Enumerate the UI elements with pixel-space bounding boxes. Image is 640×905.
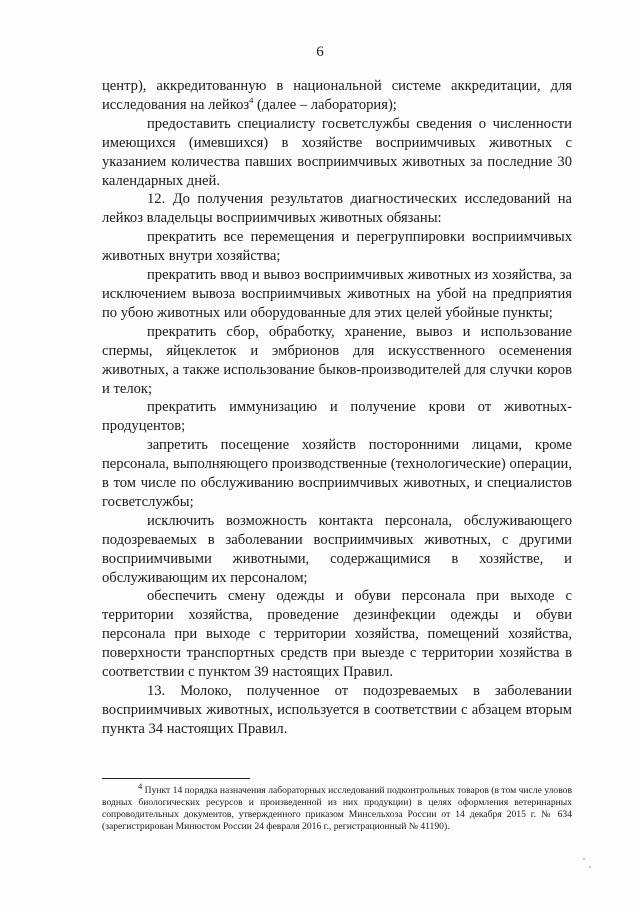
paragraph-10: обеспечить смену одежды и обуви персонала при выходе с территории хозяйства, проведение дезинфекции одежды и обуви персонала при выходе с территории хозяйства, помещений хозяйства, поверхности транспортных средств при выезде с территории хозяйства в соответствии с пунктом 39 настоящих Правил. — [102, 588, 572, 681]
paragraph-5: прекратить ввод и вывоз восприимчивых животных из хозяйства, за исключением вывоза восприимчивых животных на убой на предприятия по убою животных или оборудованные для этих целей убойные пункты; — [102, 267, 572, 321]
footnote-ref: 4 — [249, 95, 254, 106]
scan-speck — [583, 858, 585, 860]
body-text — [102, 77, 572, 739]
paragraph-3: 12. До получения результатов диагностических исследований на лейкоз владельцы восприимчивых животных обязаны: — [102, 191, 572, 227]
paragraph-6: прекратить сбор, обработку, хранение, вывоз и использование спермы, яйцеклеток и эмбрионов для искусственного осеменения животных, а также использование быков-производителей для случки коров и телок; — [102, 323, 572, 397]
paragraph-9: исключить возможность контакта персонала, обслуживающего подозреваемых в заболевании восприимчивых животных, с другими восприимчивыми животными, содержащимися в хозяйстве, и обслуживающим их персоналом; — [102, 512, 572, 586]
paragraph-2: предоставить специалисту госветслужбы сведения о численности имеющихся (имевшихся) в хозяйстве восприимчивых животных с указанием количества павших восприимчивых животных за последние 30 календарных дней. — [102, 115, 572, 189]
footnote — [102, 780, 572, 833]
paragraph-7: прекратить иммунизацию и получение крови от животных-продуцентов; — [102, 399, 572, 435]
paragraph-8: запретить посещение хозяйств посторонними лицами, кроме персонала, выполняющего производственные (технологические) операции, в том числе по обслуживанию восприимчивых животных, и специалистов госветслужбы; — [102, 437, 572, 510]
paragraph-4: прекратить все перемещения и перегруппировки восприимчивых животных внутри хозяйства; — [102, 229, 572, 265]
scan-speck — [589, 866, 591, 868]
footnote-separator — [102, 778, 250, 779]
footnote-mark: 4 — [138, 780, 143, 791]
page-number: 6 — [316, 44, 324, 60]
paragraph-11: 13. Молоко, полученное от подозреваемых в заболевании восприимчивых животных, используется в соответствии с абзацем вторым пункта 34 настоящих Правил. — [102, 683, 572, 737]
footnote-text: Пункт 14 порядка назначения лабораторных исследований подконтрольных товаров (в том числе уловов водных биологических ресурсов и произведенной из них продукции) в целях оформления ветеринарных сопроводительных документов, утвержденного приказом Минсельхоза России от 14 декабря 2015 г. № 634 (зарегистрирован Минюстом России 24 февраля 2016 г., регистрационный № 41190). — [102, 785, 572, 832]
paragraph-1: центр), аккредитованную в национальной системе аккредитации, для исследования на лейкоз$^4$ (далее – лаборатория); — [102, 78, 572, 113]
